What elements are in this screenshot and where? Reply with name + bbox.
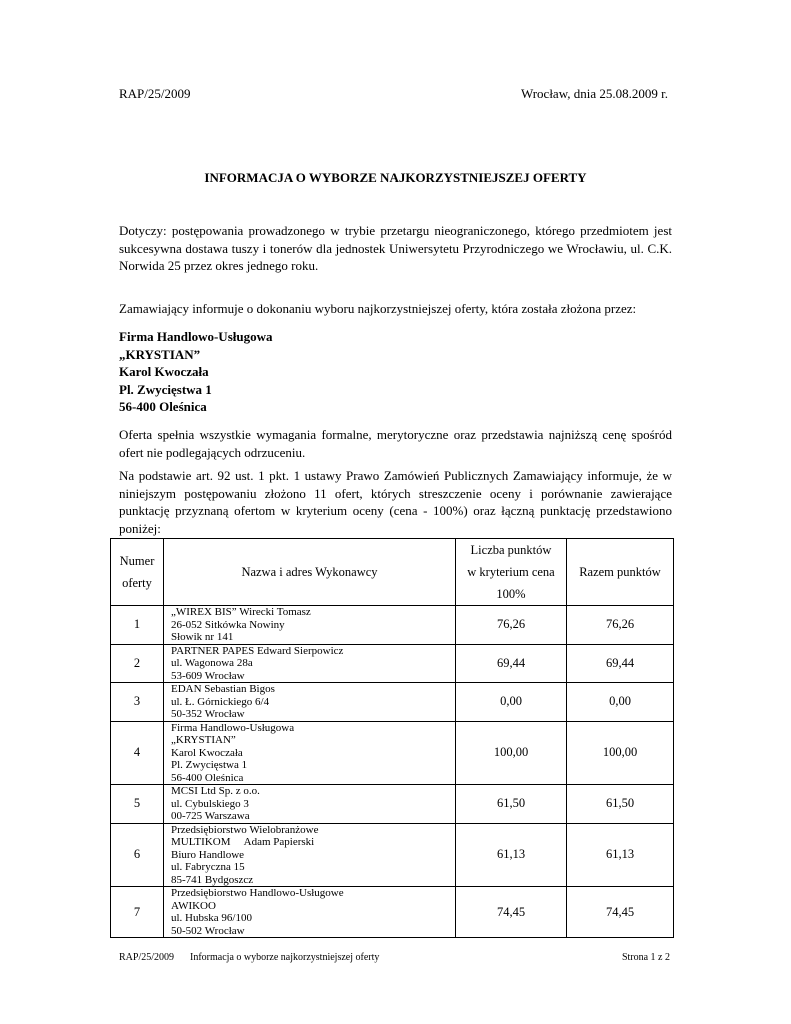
offer-number: 3 <box>111 683 164 722</box>
total-points: 61,50 <box>567 785 674 824</box>
total-points: 100,00 <box>567 721 674 785</box>
offer-number: 5 <box>111 785 164 824</box>
table-row <box>111 887 674 938</box>
footer-reference: RAP/25/2009 <box>119 952 175 963</box>
total-points: 61,13 <box>567 823 674 887</box>
offer-number: 4 <box>111 721 164 785</box>
offer-number: 7 <box>111 887 164 938</box>
winner-line: Firma Handlowo-Usługowa <box>119 329 273 344</box>
footer-description: Informacja o wyborze najkorzystniejszej oferty <box>190 952 380 963</box>
table-row <box>111 721 674 785</box>
winner-line: Karol Kwoczała <box>119 364 209 380</box>
offer-number: 6 <box>111 823 164 887</box>
document-reference: RAP/25/2009 <box>119 86 191 101</box>
legal-basis-paragraph: Na podstawie art. 92 ust. 1 pkt. 1 ustawy Prawo Zamówień Publicznych Zamawiający informuje, że w niniejszym postępowaniu złożono 11 ofert, których streszczenie oceny i porównanie zawierające punktację przyznaną ofertom w kryterium oceny (cena - 100%) oraz łączną punktację przedstawiono poniżej: <box>119 468 672 536</box>
table-header-row <box>111 539 674 606</box>
criterion-points: 69,44 <box>456 644 567 683</box>
criterion-points: 76,26 <box>456 606 567 645</box>
header-total-points: Razem punktów <box>567 539 674 606</box>
table-row <box>111 785 674 824</box>
winner-address-block <box>119 328 272 416</box>
contractor-name-address: PARTNER PAPES Edward Sierpowicz ul. Wagonowa 28a 53-609 Wrocław <box>164 644 456 683</box>
total-points: 69,44 <box>567 644 674 683</box>
page-number: Strona 1 z 2 <box>621 952 670 963</box>
table-row <box>111 683 674 722</box>
header-criterion-points: Liczba punktów w kryterium cena 100% <box>456 539 567 606</box>
total-points: 74,45 <box>567 887 674 938</box>
table-row <box>111 606 674 645</box>
subject-paragraph: Dotyczy: postępowania prowadzonego w trybie przetargu nieograniczonego, którego przedmiotem jest sukcesywna dostawa tuszy i tonerów dla jednostek Uniwersytetu Przyrodniczego we Wrocławiu, ul. C.K. Norwida 25 przez okres jednego roku. <box>119 223 672 274</box>
winner-line: Pl. Zwycięstwa 1 <box>119 381 212 397</box>
header-contractor: Nazwa i adres Wykonawcy <box>164 539 456 606</box>
offer-number: 2 <box>111 644 164 683</box>
contractor-name-address: Przedsiębiorstwo Handlowo-Usługowe AWIKOO ul. Hubska 96/100 50-502 Wrocław <box>164 887 456 938</box>
offer-assessment-paragraph: Oferta spełnia wszystkie wymagania formalne, merytoryczne oraz przedstawia najniższą cenę spośród ofert nie podlegających odrzuceniu. <box>119 427 672 460</box>
document-title: INFORMACJA O WYBORZE NAJKORZYSTNIEJSZEJ OFERTY <box>204 170 587 185</box>
criterion-points: 74,45 <box>456 887 567 938</box>
table-row <box>111 644 674 683</box>
winner-line: 56-400 Oleśnica <box>119 399 207 415</box>
page-footer <box>119 952 670 963</box>
criterion-points: 61,50 <box>456 785 567 824</box>
winner-line: „KRYSTIAN” <box>119 346 201 362</box>
offer-number: 1 <box>111 606 164 645</box>
contractor-name-address: EDAN Sebastian Bigos ul. Ł. Górnickiego 6/4 50-352 Wrocław <box>164 683 456 722</box>
contractor-name-address: MCSI Ltd Sp. z o.o. ul. Cybulskiego 3 00-725 Warszawa <box>164 785 456 824</box>
contractor-name-address: Przedsiębiorstwo Wielobranżowe MULTIKOM Adam Papierski Biuro Handlowe ul. Fabryczna 15 85-741 Bydgoszcz <box>164 823 456 887</box>
criterion-points: 100,00 <box>456 721 567 785</box>
table-row <box>111 823 674 887</box>
place-and-date: Wrocław, dnia 25.08.2009 r. <box>520 86 668 101</box>
criterion-points: 61,13 <box>456 823 567 887</box>
criterion-points: 0,00 <box>456 683 567 722</box>
announcement-paragraph: Zamawiający informuje o dokonaniu wyboru najkorzystniejszej oferty, która została złożona przez: <box>119 301 637 316</box>
offers-table <box>110 538 674 938</box>
contractor-name-address: „WIREX BIS” Wirecki Tomasz 26-052 Sitkówka Nowiny Słowik nr 141 <box>164 606 456 645</box>
total-points: 76,26 <box>567 606 674 645</box>
total-points: 0,00 <box>567 683 674 722</box>
contractor-name-address: Firma Handlowo-Usługowa „KRYSTIAN” Karol Kwoczała Pl. Zwycięstwa 1 56-400 Oleśnica <box>164 721 456 785</box>
header-offer-number: Numer oferty <box>111 539 164 606</box>
